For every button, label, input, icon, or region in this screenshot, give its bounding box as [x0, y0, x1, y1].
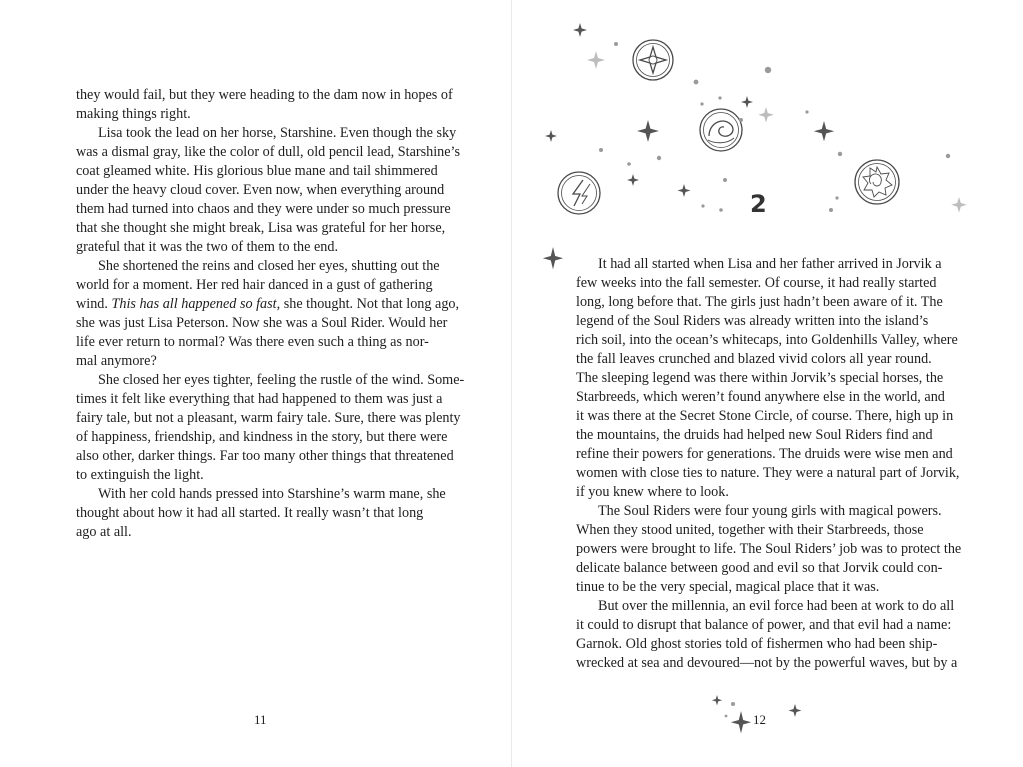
- text-line: [76, 504, 448, 523]
- text-run: times it felt like everything that had happened to them was just a: [76, 391, 443, 407]
- text-run: that she thought she might break, Lisa was grateful for her horse,: [76, 220, 446, 236]
- text-run: delicate balance between good and evil so that Jorvik could con-: [576, 560, 943, 576]
- sparkle-star-icon: [678, 184, 691, 197]
- text-line: [76, 466, 448, 485]
- right-page-number: 12: [753, 712, 766, 727]
- text-line: [76, 181, 448, 200]
- text-line: [576, 654, 958, 673]
- text-line: [576, 521, 948, 540]
- sparkle-star-icon: [573, 23, 587, 37]
- text-line: [76, 390, 448, 409]
- text-run: was a dismal gray, like the color of dull, old pencil lead, Starshine’s: [76, 144, 461, 160]
- text-line: [76, 523, 448, 542]
- left-page-number: 11: [254, 712, 267, 727]
- text-line: [576, 616, 952, 635]
- text-run: it was there at the Secret Stone Circle, of course. There, high up in: [576, 408, 954, 424]
- text-line: [76, 371, 465, 390]
- text-line: [576, 445, 953, 464]
- text-run: making things right.: [76, 106, 191, 122]
- text-run: rich soil, into the ocean’s whitecaps, into Goldenhills Valley, where: [576, 332, 958, 348]
- text-run: also other, darker things. Far too many other things that threatened: [76, 448, 454, 464]
- right-page: [511, 0, 1023, 767]
- text-line: [576, 597, 955, 616]
- text-line: [76, 105, 448, 124]
- text-run: When they stood united, together with their Starbreeds, those: [576, 522, 924, 538]
- text-line: [76, 124, 457, 143]
- text-line: [576, 369, 948, 388]
- text-run: if you knew where to look.: [576, 484, 729, 500]
- text-run: wind.: [76, 296, 112, 312]
- text-run: of happiness, friendship, and kindness in the story, but there were: [76, 429, 448, 445]
- text-run: she thought. Not that long ago,: [280, 296, 460, 312]
- text-line: [576, 483, 948, 502]
- text-run: The Soul Riders were four young girls with magical powers.: [598, 503, 942, 519]
- text-line: [576, 559, 948, 578]
- text-run: Lisa took the lead on her horse, Starshine. Even though the sky: [98, 125, 457, 141]
- text-line: [576, 274, 948, 293]
- text-line: [76, 238, 448, 257]
- text-line: [76, 143, 461, 162]
- text-line: [576, 540, 962, 559]
- sparkle-star-icon: [637, 120, 659, 142]
- text-line: [76, 295, 460, 314]
- text-line: [576, 635, 948, 654]
- italic-text: This has all happened so fast,: [111, 296, 281, 312]
- text-line: [576, 350, 948, 369]
- text-line: [76, 409, 461, 428]
- text-run: Garnok. Old ghost stories told of fishermen who had been ship-: [576, 636, 938, 652]
- text-run: fairy tale, but not a pleasant, warm fairy tale. Sure, there was plenty: [76, 410, 461, 426]
- sparkle-star-icon: [814, 121, 834, 141]
- compass-star-medallion-icon: [633, 40, 673, 80]
- sparkle-star-icon: [741, 96, 753, 108]
- text-run: life ever return to normal? Was there even such a thing as nor-: [76, 334, 429, 350]
- text-run: Starbreeds, which weren’t found anywhere else in the world, and: [576, 389, 945, 405]
- sparkle-star-icon: [758, 107, 774, 123]
- text-run: She closed her eyes tighter, feeling the rustle of the wind. Some-: [98, 372, 465, 388]
- text-run: few weeks into the fall semester. Of course, it had really started: [576, 275, 937, 291]
- text-run: wrecked at sea and devoured—not by the powerful waves, but by a: [576, 655, 958, 671]
- sparkle-star-icon: [627, 174, 639, 186]
- sparkle-star-icon: [587, 51, 605, 69]
- text-run: powers were brought to life. The Soul Riders’ job was to protect the: [576, 541, 962, 557]
- text-run: She shortened the reins and closed her eyes, shutting out the: [98, 258, 440, 274]
- text-line: [576, 331, 958, 350]
- text-run: the mountains, the druids had helped new Soul Riders find and: [576, 427, 933, 443]
- text-run: tinue to be the very special, magical place that it was.: [576, 579, 880, 595]
- text-run: grateful that it was the two of them to the end.: [76, 239, 339, 255]
- text-run: mal anymore?: [76, 353, 157, 369]
- sparkle-star-icon: [789, 704, 802, 717]
- text-line: [576, 388, 948, 407]
- wave-swirl-medallion-icon: [700, 109, 742, 151]
- text-run: the fall leaves crunched and blazed vivid colors all year round.: [576, 351, 932, 367]
- text-line: [76, 333, 448, 352]
- text-line: [76, 257, 448, 276]
- text-line: [576, 502, 948, 521]
- right-page-text: [576, 255, 962, 673]
- sparkle-star-icon: [543, 247, 563, 269]
- text-run: long, long before that. The girls just hadn’t been aware of it. The: [576, 294, 943, 310]
- text-run: thought about how it had all started. It really wasn’t that long: [76, 505, 424, 521]
- text-line: [76, 314, 448, 333]
- lightning-medallion-icon: [558, 172, 600, 214]
- text-line: [76, 219, 448, 238]
- text-run: they would fail, but they were heading to the dam now in hopes of: [76, 87, 453, 103]
- sparkle-star-icon: [545, 130, 557, 142]
- text-line: [76, 162, 448, 181]
- text-run: The sleeping legend was there within Jorvik’s special horses, the: [576, 370, 944, 386]
- text-line: [576, 312, 948, 331]
- text-run: them had turned into chaos and they were under so much pressure: [76, 201, 451, 217]
- text-line: [76, 447, 454, 466]
- text-run: under the heavy cloud cover. Even now, when everything around: [76, 182, 445, 198]
- text-line: [576, 255, 948, 274]
- text-run: she was just Lisa Peterson. Now she was a Soul Rider. Would her: [76, 315, 448, 331]
- text-line: [76, 352, 448, 371]
- text-line: [76, 86, 453, 105]
- text-run: women with close ties to nature. They were a natural part of Jorvik,: [576, 465, 960, 481]
- text-line: [76, 276, 448, 295]
- text-run: legend of the Soul Riders was already written into the island’s: [576, 313, 929, 329]
- sparkle-star-icon: [712, 695, 722, 705]
- sparkle-star-icon: [951, 197, 967, 213]
- text-run: With her cold hands pressed into Starshine’s warm mane, she: [98, 486, 446, 502]
- text-run: it could to disrupt that balance of power, and that evil had a name:: [576, 617, 952, 633]
- left-page-text: [76, 86, 465, 542]
- text-line: [576, 578, 948, 597]
- text-line: [576, 407, 954, 426]
- text-line: [576, 293, 948, 312]
- text-line: [576, 464, 960, 483]
- text-line: [76, 428, 448, 447]
- text-run: world for a moment. Her red hair danced in a gust of gathering: [76, 277, 433, 293]
- text-run: ago at all.: [76, 524, 132, 540]
- text-run: to extinguish the light.: [76, 467, 204, 483]
- text-line: [576, 426, 948, 445]
- text-run: coat gleamed white. His glorious blue mane and tail shimmered: [76, 163, 438, 179]
- text-run: It had all started when Lisa and her father arrived in Jorvik a: [598, 256, 942, 272]
- left-page: [0, 0, 511, 767]
- text-line: [76, 485, 448, 504]
- text-run: refine their powers for generations. The druids were wise men and: [576, 446, 953, 462]
- spiral-sun-medallion-icon: [855, 160, 899, 204]
- chapter-number: 2: [750, 190, 767, 218]
- text-run: But over the millennia, an evil force had been at work to do all: [598, 598, 955, 614]
- text-line: [76, 200, 451, 219]
- sparkle-star-icon: [731, 711, 751, 733]
